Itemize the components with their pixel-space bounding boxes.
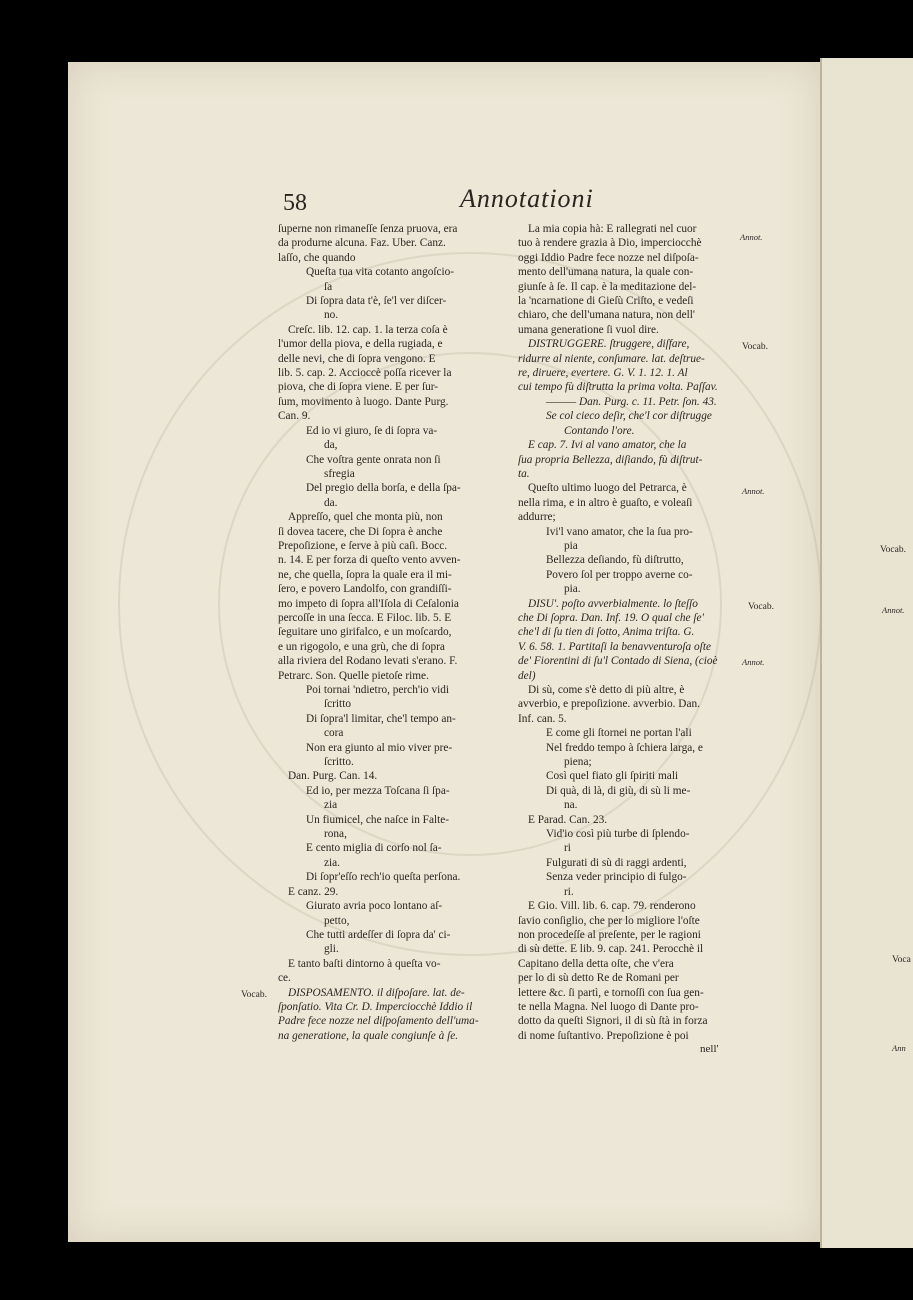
text-line: Poi tornai 'ndietro, perch'io vidi (306, 684, 450, 696)
text-line: Vid'io così più turbe di ſplendo- (546, 828, 690, 841)
text-line: mento dell'umana natura, la quale con- (518, 266, 694, 279)
text-line: lib. 5. cap. 2. Accioccè poſſa ricever la (278, 367, 452, 380)
text-line: Ivi'l vano amator, che la ſua pro- (546, 525, 693, 538)
text-line: Se col cieco deſir, che'l cor diſtrugge (546, 410, 712, 423)
text-line: che Di ſopra. Dan. Inf. 19. O qual che ſe' (518, 611, 704, 624)
text-line: ſa (324, 280, 333, 293)
right-text-column (518, 222, 742, 1043)
text-line: percoſſe in una ſecca. E Filoc. lib. 5. E (278, 611, 452, 624)
text-line: ſcritto (324, 698, 351, 711)
text-line: Capitano della detta oſte, che v'era (518, 957, 674, 970)
text-line: umana generatione ſi vuol dire. (518, 323, 659, 336)
text-line: Di sù, come s'è detto di più altre, è (528, 684, 685, 696)
text-line: che'l di ſu tien di ſotto, Anima triſta. G. (518, 626, 695, 639)
text-line: piena; (564, 756, 592, 769)
text-line: Che tutti ardeſſer di ſopra da' ci- (306, 928, 451, 941)
facing-page-note: Ann (892, 1043, 906, 1053)
facing-page-note: Voca (892, 955, 911, 965)
facing-page-edge (820, 58, 913, 1248)
text-line: mo impeto di ſopra all'Iſola di Ceſalonia (278, 597, 459, 610)
text-line: Queſto ultimo luogo del Petrarca, è (528, 482, 687, 495)
text-line: E canz. 29. (288, 885, 339, 898)
text-line: non procedeſſe al preſente, per le ragioni (518, 928, 701, 941)
text-line: addurre; (518, 511, 556, 524)
page-number: 58 (283, 190, 307, 216)
text-line: gli. (324, 943, 339, 956)
text-line: ridurre al niente, conſumare. lat. deſtrue- (518, 352, 705, 365)
text-line: di nome ſuſtantivo. Prepoſizione è poi (518, 1029, 689, 1042)
text-line: piova, che di ſopra viene. E per ſur- (278, 381, 439, 394)
text-line: avverbio, e prepoſizione. avverbio. Dan. (518, 698, 700, 711)
text-line: tuo à rendere grazia à Dio, imperciocchè (518, 237, 702, 250)
margin-note: Vocab. (748, 602, 774, 612)
text-line: Contando l'ore. (564, 424, 635, 437)
text-line: cui tempo fù diſtrutta la prima volta. Paſſav. (518, 381, 718, 394)
text-line: Ed io, per mezza Toſcana ſi ſpa- (306, 784, 450, 797)
margin-note: Vocab. (241, 990, 267, 1000)
text-line: ce. (278, 972, 291, 985)
text-line: ri. (564, 885, 574, 898)
text-line: e un rigogolo, e una grù, che di ſopra (278, 640, 445, 653)
text-line: Can. 9. (278, 410, 311, 423)
text-line: na generatione, la quale congiunſe à ſe. (278, 1029, 459, 1042)
text-line: ſponſatio. Vita Cr. D. Imperciocchè Iddio il (278, 1000, 473, 1013)
text-line: Dan. Purg. Can. 14. (288, 770, 378, 783)
text-line: Bellezza deſiando, fù diſtrutto, (546, 554, 684, 567)
text-line: da. (324, 496, 338, 509)
margin-note: Vocab. (742, 342, 768, 352)
text-line: chiaro, che dell'umana natura, non dell' (518, 309, 695, 322)
text-line: Queſta tua vita cotanto angoſcio- (306, 266, 455, 279)
text-line: Inf. can. 5. (518, 712, 567, 725)
text-line: ri (564, 842, 571, 855)
text-line: ne, che quella, ſopra la quale era il mi- (278, 568, 452, 581)
text-line: Ed io vi giuro, ſe di ſopra va- (306, 424, 438, 437)
text-line: E Parad. Can. 23. (528, 813, 608, 826)
text-line: Appreſſo, quel che monta più, non (288, 511, 443, 524)
text-line: laſſo, che quando (278, 251, 356, 264)
text-line: Non era giunto al mio viver pre- (306, 741, 453, 754)
text-line: ſuperne non rimaneſſe ſenza pruova, era (278, 223, 458, 235)
text-line: Petrarc. Son. Quelle pietoſe rime. (278, 669, 429, 682)
text-line: ſeguitare uno girifalco, e un moſcardo, (278, 626, 452, 639)
text-line: di sù dette. E lib. 9. cap. 241. Perocchè il (518, 943, 704, 956)
text-line: Di quà, di là, di giù, di sù li me- (546, 784, 691, 797)
text-line: Padre fece nozze nel diſpoſamento dell'uma- (278, 1015, 479, 1028)
text-line: rona, (324, 828, 347, 841)
text-line: Creſc. lib. 12. cap. 1. la terza coſa è (288, 323, 448, 336)
text-line: per lo di sù detto Re de Romani per (518, 972, 679, 985)
text-line: Del pregio della borſa, e della ſpa- (306, 482, 461, 495)
text-line: ſua propria Bellezza, diſiando, fù diſtrut- (518, 453, 703, 466)
left-text-column (278, 222, 500, 1043)
catchword: nell' (700, 1043, 719, 1055)
text-line: n. 14. E per forza di queſto vento avven- (278, 554, 461, 567)
text-line: DISPOSAMENTO. il diſpoſare. lat. de- (288, 986, 465, 999)
text-line: nella rima, e in altro è guaſto, e voleaſi (518, 496, 693, 509)
text-line: ſcritto. (324, 756, 354, 769)
text-line: oggi Iddio Padre fece nozze nel diſpoſa- (518, 251, 699, 264)
text-line: ——— Dan. Purg. c. 11. Petr. ſon. 43. (546, 395, 717, 408)
text-line: la 'ncarnatione di Gieſù Criſto, e vedeſi (518, 295, 694, 308)
text-line: Di ſopra data t'è, ſe'l ver diſcer- (306, 295, 447, 308)
text-line: E cap. 7. Ivi al vano amator, che la (528, 439, 687, 452)
text-line: Prepoſizione, e ſerve à più caſi. Bocc. (278, 539, 448, 552)
text-line: pia. (564, 583, 581, 596)
text-line: dotto da queſti Signori, il di sù ſtà in forza (518, 1015, 708, 1028)
margin-note: Annot. (742, 657, 765, 667)
text-line: Un fiumicel, che naſce in Falte- (306, 813, 450, 826)
text-line: na. (564, 799, 578, 812)
text-line: da produrne alcuna. Faz. Uber. Canz. (278, 237, 446, 250)
text-line: DISU'. poſto avverbialmente. lo ſteſſo (528, 597, 698, 610)
running-title: Annotationi (460, 184, 594, 213)
text-line: ſum, movimento à luogo. Dante Purg. (278, 395, 449, 408)
text-line: sfregia (324, 467, 355, 480)
facing-page-note: Annot. (882, 605, 905, 615)
text-line: delle nevi, che di ſopra vengono. E (278, 352, 436, 365)
margin-note: Annot. (742, 486, 765, 496)
text-line: Fulgurati di sù di raggi ardenti, (546, 856, 687, 869)
text-line: Che voſtra gente onrata non ſi (306, 453, 441, 466)
text-line: V. 6. 58. 1. Partitaſi la benavventuroſa oſte (518, 640, 711, 653)
text-line: da, (324, 439, 338, 452)
text-line: E cento miglia di corſo nol ſa- (306, 842, 442, 855)
text-line: Di ſopr'eſſo rech'io queſta perſona. (306, 871, 461, 884)
text-line: te nella Magna. Nel luogo di Dante pro- (518, 1000, 699, 1013)
text-line: ta. (518, 467, 530, 480)
text-line: Nel freddo tempo à ſchiera larga, e (546, 741, 703, 754)
text-line: ſi dovea tacere, che Di ſopra è anche (278, 525, 443, 538)
text-line: re, diruere, evertere. G. V. 1. 12. 1. Al (518, 367, 688, 380)
text-line: de' Fiorentini di ſu'l Contado di Siena, (cioè (518, 655, 718, 668)
text-line: no. (324, 309, 339, 322)
text-line: Senza veder principio di fulgo- (546, 871, 687, 884)
text-line: lettere &c. ſi partì, e tornoſſi con ſua gen- (518, 986, 704, 999)
text-line: zia (324, 799, 338, 812)
text-line: alla riviera del Rodano levati s'erano. F. (278, 655, 458, 668)
text-line: Povero ſol per troppo averne co- (546, 568, 693, 581)
text-line: E come gli ſtornei ne portan l'ali (546, 727, 692, 740)
text-line: La mia copia hà: E rallegrati nel cuor (528, 223, 697, 235)
text-line: l'umor della piova, e della rugiada, e (278, 338, 443, 351)
text-line: E tanto baſti dintorno à queſta vo- (288, 957, 441, 970)
text-line: cora (324, 727, 344, 740)
text-line: DISTRUGGERE. ſtruggere, diſfare, (528, 338, 690, 351)
text-line: zia. (324, 856, 340, 869)
text-line: petto, (324, 914, 350, 927)
text-line: pia (564, 539, 578, 552)
text-line: ſero, e povero Landolfo, con grandiſſi- (278, 583, 452, 596)
text-line: Giurato avria poco lontano aſ- (306, 900, 443, 913)
text-line: E Gio. Vill. lib. 6. cap. 79. renderono (528, 900, 696, 913)
text-line: giunſe à ſe. Il cap. è la meditazione del- (518, 280, 697, 293)
text-line: del) (518, 669, 536, 682)
text-line: ſavio conſiglio, che per lo migliore l'oſte (518, 914, 700, 927)
text-line: Di ſopra'l limitar, che'l tempo an- (306, 712, 456, 725)
text-line: Così quel fiato gli ſpiriti mali (546, 770, 679, 783)
facing-page-note: Vocab. (880, 545, 906, 555)
margin-note: Annot. (740, 232, 763, 242)
